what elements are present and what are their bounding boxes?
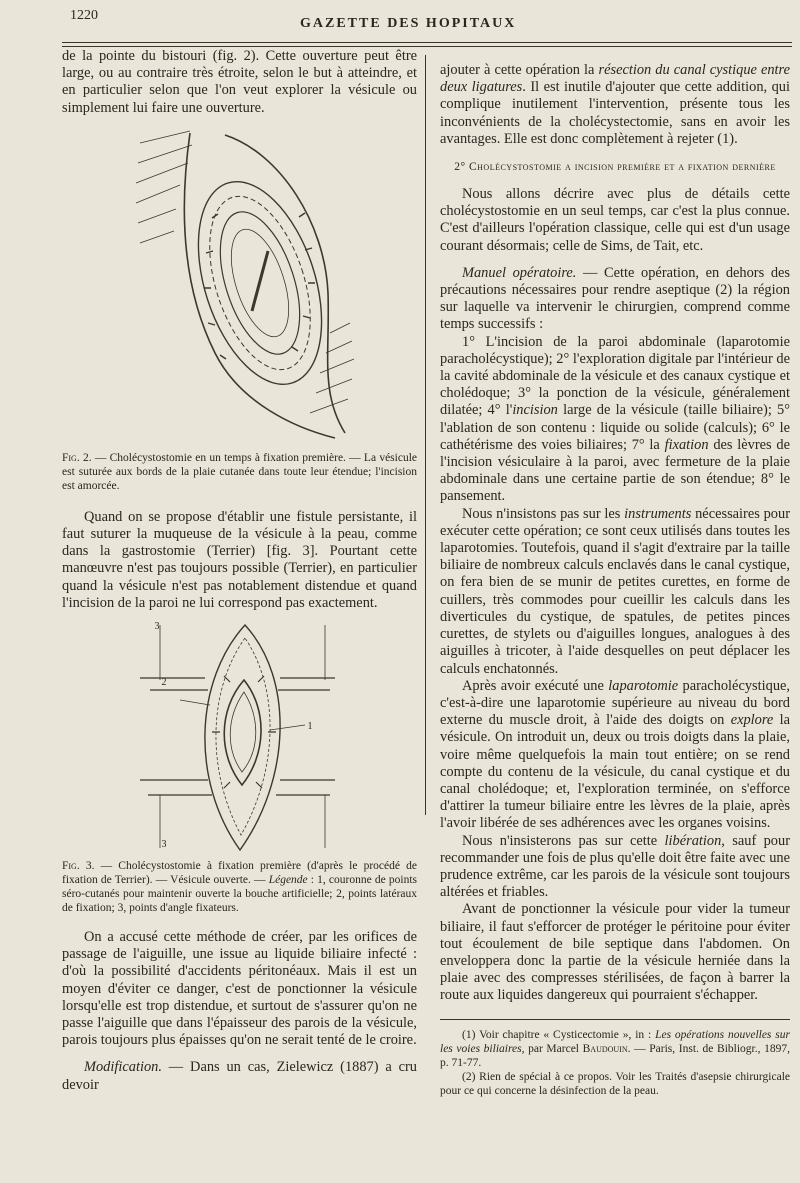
figure-label: Fig. 2. [62,451,92,464]
paragraph: Quand on se propose d'établir une fistule persistante, il faut suturer la muqueuse de la vésicule à la peau, comme dans la gastrostomie (Terrier) [fig. 3]. Pourtant cette manœuvre n'est pas toujours possible (Terrier), en particulier quand la vésicule n'est pas notablement distendue et quand l'incision de la paroi ne lui correspond pas exactement. [62,508,417,611]
text-run: 1° L'incision de la paroi abdominale (laparotomie paracholécystique); 2° l'exploration digitale par l'intérieur de la cavité abdominale de la vésicule et des canaux cystique et cholédoque; 3° la ponction de la vésicule, généralement dilatée; 4° l' [440,333,790,419]
figure-label: Fig. 3. [62,860,95,873]
figure-3 [120,620,360,855]
italic-run: laparotomie [608,677,679,694]
author-name: Baudouin [582,1042,628,1055]
header-rule [62,42,792,47]
paragraph [440,334,790,506]
text-run: des lèvres de l'incision vésiculaire à la paroi, avec fermeture de la plaie abdominale dans une certaine partie de son étendue; 8° le pansement. [440,436,791,505]
left-column [62,48,417,1094]
paragraph [440,506,790,678]
text-run: . — Paris, Inst. de Bibliogr., 1897, p. 71-77. [440,1042,790,1069]
paragraph: de la pointe du bistouri (fig. 2). Cette ouverture peut être large, ou au contraire très étroite, selon le but à atteindre, et en particulier selon que l'on veut explorer la vésicule ou simplement lui faire une ouverture. [62,48,417,116]
paragraph-label: Modification. [84,1059,162,1076]
figure-2-illustration [120,123,360,445]
paragraph-text: — Cette opération, en dehors des précautions nécessaires pour rendre aseptique (2) la région sur laquelle va intervenir le chirurgien, comprend comme temps successifs : [440,264,790,333]
paragraph [62,1059,417,1093]
italic-run: fixation [664,436,709,453]
italic-run: instruments [624,505,692,522]
italic-run: incision [512,402,558,419]
text-run: ajouter à cette opération la [440,62,599,78]
running-title: GAZETTE DES HOPITAUX [300,16,517,31]
text-run: paracholécystique, c'est-à-dire une laparotomie supérieure au niveau du bord externe du muscle droit, à l'aide des doigts on [440,677,790,729]
legend-word: Légende [268,874,308,887]
page-number: 1220 [70,8,98,23]
column-divider [425,55,426,815]
figure-3-caption [62,859,417,915]
text-run: large de la vésicule (taille biliaire); 5° l'ablation de son contenu : liquide ou solide (calculs); 6° le cathétérisme des voies biliaires; 7° la [440,402,790,453]
text-run: Nous n'insisterons pas sur cette [462,832,665,849]
paragraph [440,678,790,833]
footnote-1 [440,1028,790,1070]
italic-run: résection du canal cystique entre deux ligatures [440,62,791,96]
footnote-2: (2) Rien de spécial à ce propos. Voir les Traités d'asepsie chirurgicale pour ce qui concerne la désinfection de la peau. [440,1070,790,1097]
text-run: la vésicule. On introduit un, deux ou trois doigts dans la plaie, voire même quelquefois la main tout entière; on se rend compte du contenu de la vésicule, du canal cystique et du canal cholédoque; et, l'exploration terminée, on s'efforce d'attirer la tumeur biliaire entre les lèvres de la plaie, après l'avoir libérée de ses adhérences avec les organes voisins. [440,712,790,832]
paragraph-text: — Dans un cas, Zielewicz (1887) a cru devoir [62,1059,417,1093]
caption-text: — Cholécystostomie à fixation première (d'après le procédé de fixation de Terrier). — Vésicule ouverte. — [62,860,417,887]
paragraph [440,265,790,334]
right-column [440,62,790,1098]
italic-run: Les opérations nouvelles sur les voies biliaires [440,1028,790,1055]
paragraph [440,833,790,902]
italic-run: explore [730,712,774,729]
paragraph: Nous allons décrire avec plus de détails cette cholécystostomie en un seul temps, car c'est la plus connue. C'est d'ailleurs l'opération classique, celle qui est d'un usage courant désormais; celle de Sims, de Tait, etc. [440,186,790,254]
section-title: 2° Cholécystostomie a incision première et a fixation dernière [454,161,776,174]
text-run: , sauf pour recommander une fois de plus qu'elle doit être faite avec une prudence extrême, car les parois de la vésicule sont toujours altérées et friables. [440,832,790,901]
paragraph: On a accusé cette méthode de créer, par les orifices de passage de l'aiguille, une issue au liquide biliaire infecté : d'où la possibilité d'accidents péritonéaux. Mais il est un moyen d'éviter ce danger, c'est de ponctionner la vésicule lorsqu'elle est trop distendue, et surtout de s'assurer qu'on ne passe l'aiguille que dans l'épaisseur des parois de la vésicule, parois toujours plus épaisses qu'on ne serait tenté de le croire. [62,929,417,1049]
text-run: Nous n'insistons pas sur les [462,505,625,522]
figure-3-illustration [120,620,360,855]
paragraph: Avant de ponctionner la vésicule pour vider la tumeur biliaire, il faut s'efforcer de protéger le péritoine pour éviter tout écoulement de bile septique dans l'abdomen. On enveloppera donc la partie de la vésicule herniée dans la plaie avec des compresses stérilisées, de façon à barrer la route aux liquides dangereux qui pourraient s'échapper. [440,901,790,1004]
footnote-rule [440,1019,790,1020]
paragraph [440,62,790,148]
text-run: Après avoir exécuté une [462,677,609,694]
figure-mark: 1 [307,721,313,733]
caption-text: — Cholécystostomie en un temps à fixation première. — La vésicule est suturée aux bords de la plaie cutanée dans toute leur étendue; l'incision est amorcée. [62,451,417,492]
text-run: . Il est inutile d'ajouter que cette addition, qui complique inutilement l'intervention, présente tous les inconvénients de la cholécystectomie, sans en avoir les avantages. Elle est donc complètement à rejeter (1). [440,79,790,147]
figure-2-caption [62,451,417,493]
text-run: (1) Voir chapitre « Cysticectomie », in : [462,1028,656,1041]
figure-mark: 3 [161,839,167,851]
paragraph-label: Manuel opératoire. [462,264,577,281]
text-run: nécessaires pour exécuter cette opération; ce sont ceux utilisés dans toutes les laparotomies. Toutefois, quand il s'agit d'extraire par la taille biliaire de nombreux calculs enclavés dans le canal cystique, on fera bien de se munir de petites curettes, en forme de cuillers, très commodes pour cueillir les calculs dans les diverticules du cystique, de spatules, de petites pinces curettes, de stylets ou d'aiguilles longues, analogues à des aiguilles à tricoter, à l'aide desquelles on peut déplacer les calculs enchatonnés. [440,505,790,677]
figure-mark: 3 [154,621,160,633]
figure-mark: 2 [161,677,167,689]
text-run: , par Marcel [521,1042,583,1055]
italic-run: libération [664,832,722,849]
caption-text: : 1, couronne de points séro-cutanés pour maintenir ouverte la bouche artificielle; 2, points latéraux de fixation; 3, points d'angle fixateurs. [62,874,417,915]
